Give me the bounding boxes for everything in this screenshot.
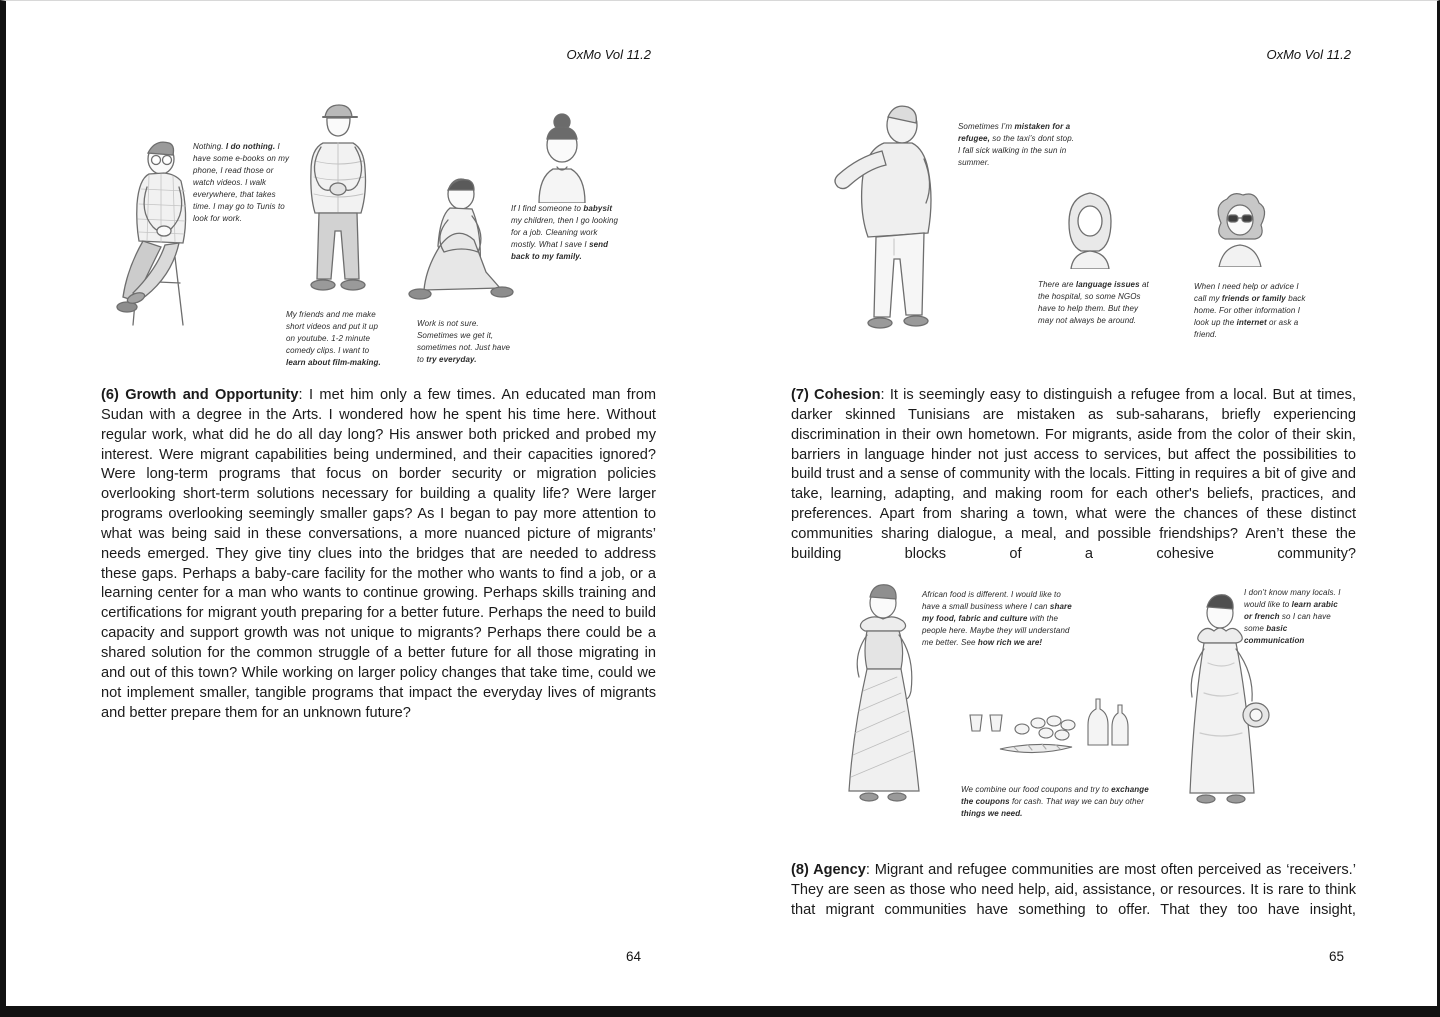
section-7-heading: (7) Cohesion <box>791 387 881 403</box>
sketch-food-items <box>956 689 1136 767</box>
annotation-learn-language: I don’t know many locals. I would like to learn arabic or french so I can have some basic communication <box>1244 588 1341 645</box>
annotation-mistaken-refugee: Sometimes I’m mistaken for a refugee, so the taxi’s dont stop. I fall sick walking in the sun in summer. <box>958 122 1075 167</box>
section-6-heading: (6) Growth and Opportunity <box>101 387 299 403</box>
page-number-right: 65 <box>1328 949 1344 964</box>
running-head-left: OxMo Vol 11.2 <box>566 47 651 62</box>
page-number-left: 64 <box>625 949 641 964</box>
section-6-body: : I met him only a few times. An educated man from Sudan with a degree in the Arts. I wondered how he spent his time here. Without regular work, what did he do all day long? His answer both pricked and probed my interest. Were migrant capabilities being undermined, and their capacities ignored? Were long-term programs that focus on border security or migration policies overlooking short-term solutions necessary for building a quality life? Were larger programs overlooking seemingly smaller gaps? As I began to pay more attention to what was being said in these conversations, a more nuanced picture of migrants’ needs emerged. They give tiny clues into the bridges that are needed to address these gaps. Perhaps a baby-care facility for the mother who wants to find a job, or a learning center for a man who wants to continue growing. Perhaps skills training and certifications for migrant youth preparing for a better future. Perhaps the need to build capacity and support growth was not unique to migrants? Perhaps there could be a shared solution for the common struggle of a better future for all those migrating in and out of this town? While working on larger policy changes that take time, could we not implement smaller, tangible programs that impact the everyday lives of migrants and better prepare them for an unknown future? <box>101 387 656 721</box>
section-7-body: : It is seemingly easy to distinguish a refugee from a local. But at times, darker skinned Tunisians are mistaken as sub-saharans, briefly experiencing discrimination in their own hometown. For migrants, aside from the color of their skin, barriers in language hinder not just access to services, but affect the possibilities to build trust and a sense of community with the locals. Fitting in requires a bit of give and take, learning, adapting, and making room for each other's beliefs, practices, and preferences. Apart from sharing a town, what were the chances of these distinct communities sharing dialogue, a meal, and possible friendships? Aren’t these the building blocks of a cohesive community? <box>791 387 1356 562</box>
running-head-right: OxMo Vol 11.2 <box>1266 47 1351 62</box>
annotation-coupons: We combine our food coupons and try to exchange the coupons for cash. That way we can buy other things we need. <box>961 785 1149 818</box>
annotation-babysit: If I find someone to babysit my children, then I go looking for a job. Cleaning work mostly. What I save I send back to my family. <box>511 204 619 261</box>
annotation-uncertain-work: Work is not sure. Sometimes we get it, sometimes not. Just have to try everyday. <box>417 319 511 364</box>
sketch-woman-bun <box>527 111 597 203</box>
section-8-body: : Migrant and refugee communities are most often perceived as ‘receivers.’ They are seen as those who need help, aid, assistance, or resources. It is rare to think that migrant communities have something to offer. That they too have insight, <box>791 862 1356 918</box>
section-7-paragraph <box>791 386 1356 565</box>
sketch-man-sitting-ground <box>404 176 519 311</box>
annotation-food-business: African food is different. I would like to have a small business where I can share my food, fabric and culture with the people here. Maybe they will understand me better. See how rich we are! <box>922 590 1072 647</box>
section-8-heading: (8) Agency <box>791 862 866 878</box>
annotation-hospital-language: There are language issues at the hospital, so some NGOs have to help them. But they may not always be around. <box>1038 280 1149 325</box>
annotation-call-home: When I need help or advice I call my friends or family back home. For other information I look up the internet or ask a friend. <box>1194 282 1306 339</box>
section-6-paragraph <box>101 386 656 723</box>
sketch-standing-man-phone <box>299 101 377 296</box>
annotation-youtube: My friends and me make short videos and put it up on youtube. 1-2 minute comedy clips. I want to learn about film-making. <box>286 310 381 367</box>
section-8-paragraph <box>791 861 1356 921</box>
sketch-standing-woman-gesturing <box>824 99 949 339</box>
sketch-sunglasses-woman <box>1209 189 1271 267</box>
annotation-no-work: Nothing. I do nothing. I have some e-books on my phone, I read those or watch videos. I walk everywhere, that takes time. I may go to Tunis to look for work. <box>193 142 290 223</box>
sketch-hijab-woman <box>1059 189 1121 269</box>
